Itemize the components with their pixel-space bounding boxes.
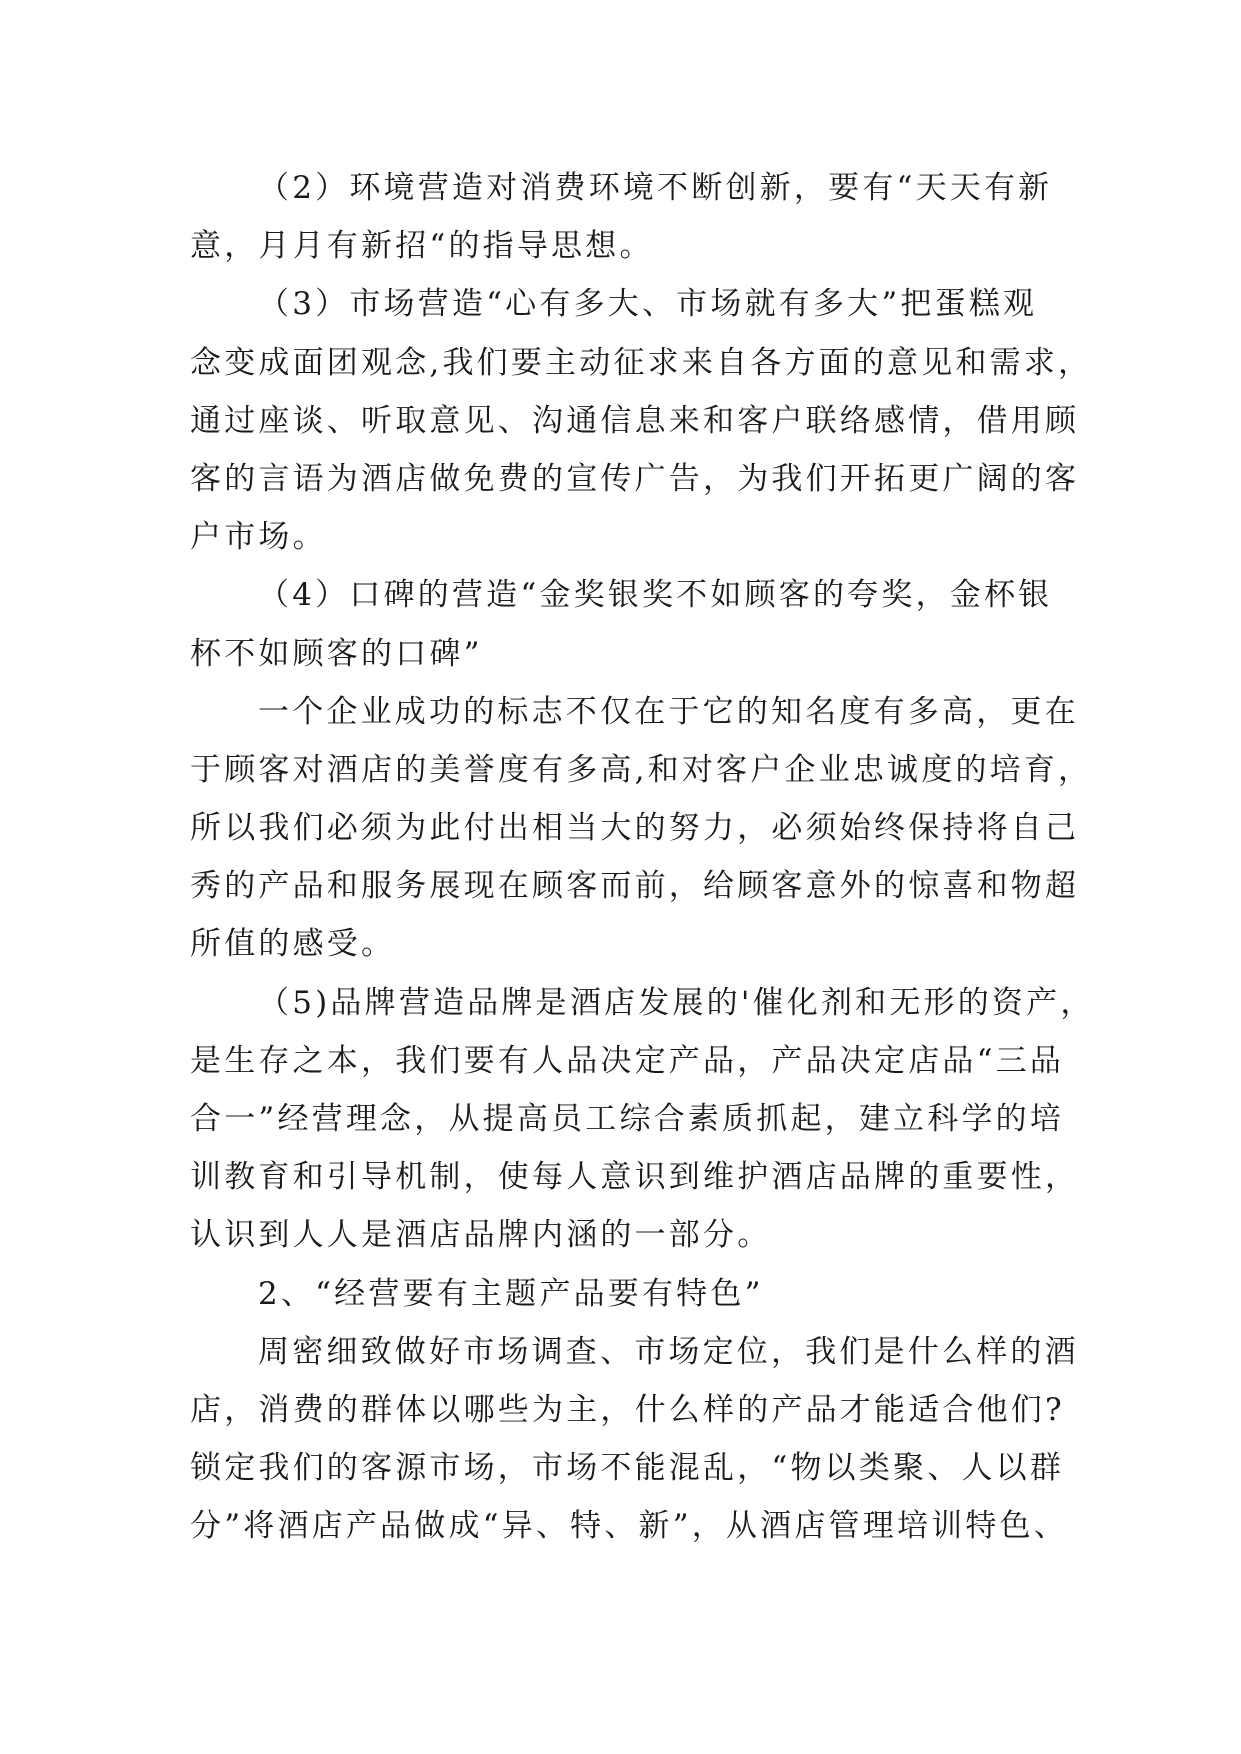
- paragraph-line: 意，月月有新招“的指导思想。: [190, 228, 654, 265]
- paragraph-line: 念变成面团观念,我们要主动征求来自各方面的意见和需求，: [190, 344, 1093, 381]
- paragraph-line: 通过座谈、听取意见、沟通信息来和客户联络感情，借用顾: [190, 402, 1080, 439]
- paragraph-line: （5)品牌营造品牌是酒店发展的'催化剂和无形的资产，: [258, 984, 1095, 1021]
- paragraph-environment: [190, 159, 1058, 275]
- paragraph-line: 锁定我们的客源市场，市场不能混乱，“物以类聚、人以群: [190, 1450, 1065, 1487]
- section-heading-theme: [190, 1265, 1058, 1323]
- paragraph-line: 户市场。: [190, 519, 327, 556]
- paragraph-line: 客的言语为酒店做免费的宣传广告，为我们开拓更广阔的客: [190, 460, 1080, 497]
- paragraph-line: 训教育和引导机制，使每人意识到维护酒店品牌的重要性，: [190, 1159, 1080, 1196]
- paragraph-market: [190, 275, 1093, 566]
- paragraph-success: [190, 683, 1093, 974]
- paragraph-line: 于顾客对酒店的美誉度有多高,和对客户企业忠诚度的培育，: [190, 751, 1093, 788]
- paragraph-line: 合一”经营理念，从提高员工综合素质抓起，建立科学的培: [190, 1101, 1065, 1137]
- paragraph-market-research: [190, 1323, 1079, 1556]
- paragraph-line: 是生存之本，我们要有人品决定产品，产品决定店品“三品: [190, 1042, 1065, 1079]
- section-heading: 2、“经营要有主题产品要有特色”: [258, 1275, 764, 1312]
- paragraph-line: 所以我们必须为此付出相当大的努力，必须始终保持将自己: [190, 810, 1080, 847]
- paragraph-line: 所值的感受。: [190, 926, 396, 963]
- paragraph-line: 一个企业成功的标志不仅在于它的知名度有多高，更在: [258, 693, 1079, 730]
- paragraph-line: 认识到人人是酒店品牌内涵的一部分。: [190, 1217, 772, 1254]
- paragraph-brand: [190, 974, 1095, 1265]
- paragraph-line: 店，消费的群体以哪些为主，什么样的产品才能适合他们?: [190, 1391, 1065, 1428]
- paragraph-line: 分”将酒店产品做成“异、特、新”，从酒店管理培训特色、: [190, 1508, 1068, 1545]
- document-body: [190, 159, 1095, 1556]
- paragraph-line: （4）口碑的营造“金奖银奖不如顾客的夸奖，金杯银: [258, 577, 1053, 614]
- paragraph-line: 杯不如顾客的口碑”: [190, 635, 483, 672]
- paragraph-reputation: [190, 566, 1058, 682]
- paragraph-line: （2）环境营造对消费环境不断创新，要有“天天有新: [258, 170, 1053, 206]
- paragraph-line: （3）市场营造“心有多大、市场就有多大”把蛋糕观: [258, 286, 1038, 323]
- paragraph-line: 周密细致做好市场调查、市场定位，我们是什么样的酒: [258, 1333, 1079, 1370]
- paragraph-line: 秀的产品和服务展现在顾客而前，给顾客意外的惊喜和物超: [190, 868, 1080, 905]
